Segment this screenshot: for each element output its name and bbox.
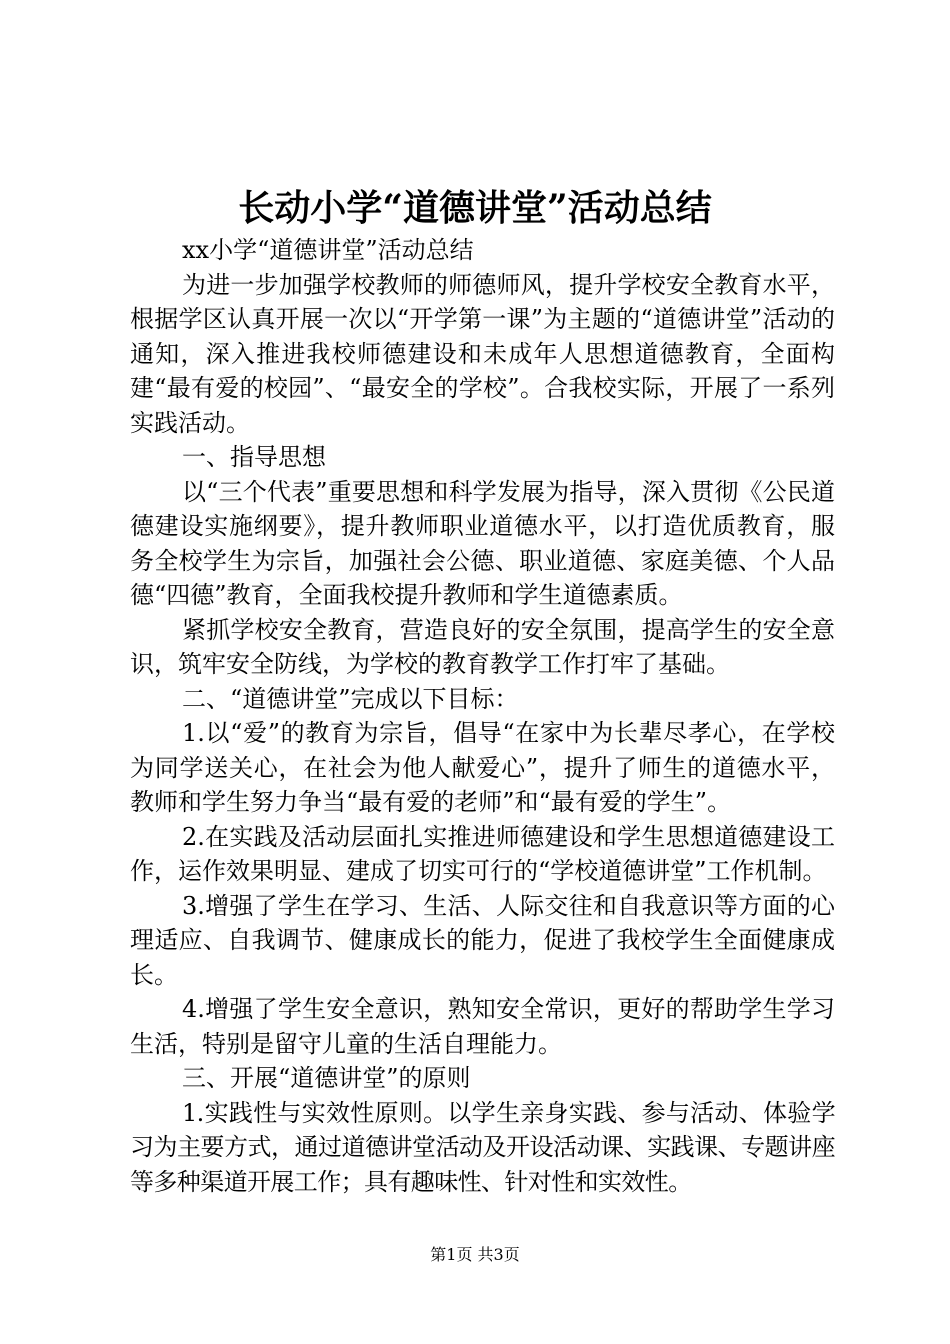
safety-education-paragraph: 紧抓学校安全教育，营造良好的安全氛围，提高学生的安全意识，筑牢安全防线，为学校的教育教学工作打牢了基础。 bbox=[130, 615, 835, 678]
page-number-footer: 第1页 共3页 bbox=[430, 1245, 520, 1264]
goal-item-3: 3.增强了学生在学习、生活、人际交往和自我意识等方面的心理适应、自我调节、健康成长的能力，促进了我校学生全面健康成长。 bbox=[130, 891, 835, 989]
section-heading-principles: 三、开展“道德讲堂”的原则 bbox=[182, 1064, 471, 1092]
section-heading-guiding-thought: 一、指导思想 bbox=[182, 443, 326, 471]
subtitle-paragraph: xx小学“道德讲堂”活动总结 bbox=[182, 236, 474, 264]
principle-item-1: 1.实践性与实效性原则。以学生亲身实践、参与活动、体验学习为主要方式，通过道德讲堂活动及开设活动课、实践课、专题讲座等多种渠道开展工作；具有趣味性、针对性和实效性。 bbox=[130, 1098, 835, 1196]
goal-item-4: 4.增强了学生安全意识，熟知安全常识，更好的帮助学生学习生活，特别是留守儿童的生活自理能力。 bbox=[130, 995, 835, 1058]
goal-item-2: 2.在实践及活动层面扎实推进师德建设和学生思想道德建设工作，运作效果明显、建成了切实可行的“学校道德讲堂”工作机制。 bbox=[130, 822, 835, 885]
document-title: 长动小学“道德讲堂”活动总结 bbox=[238, 187, 712, 229]
section-heading-goals: 二、“道德讲堂”完成以下目标： bbox=[182, 684, 519, 713]
guiding-thought-paragraph: 以“三个代表”重要思想和科学发展为指导，深入贯彻《公民道德建设实施纲要》，提升教师职业道德水平，以打造优质教育，服务全校学生为宗旨，加强社会公德、职业道德、家庭美德、个人品德“四德”教育，全面我校提升教师和学生道德素质。 bbox=[130, 477, 835, 609]
intro-paragraph: 为进一步加强学校教师的师德师风，提升学校安全教育水平，根据学区认真开展一次以“开学第一课”为主题的“道德讲堂”活动的通知，深入推进我校师德建设和未成年人思想道德教育，全面构建“最有爱的校园”、“最安全的学校”。合我校实际，开展了一系列实践活动。 bbox=[130, 270, 835, 437]
document-body bbox=[130, 233, 835, 1199]
goal-item-1: 1.以“爱”的教育为宗旨，倡导“在家中为长辈尽孝心，在学校为同学送关心，在社会为他人献爱心”，提升了师生的道德水平，教师和学生努力争当“最有爱的老师”和“最有爱的学生”。 bbox=[130, 719, 835, 816]
